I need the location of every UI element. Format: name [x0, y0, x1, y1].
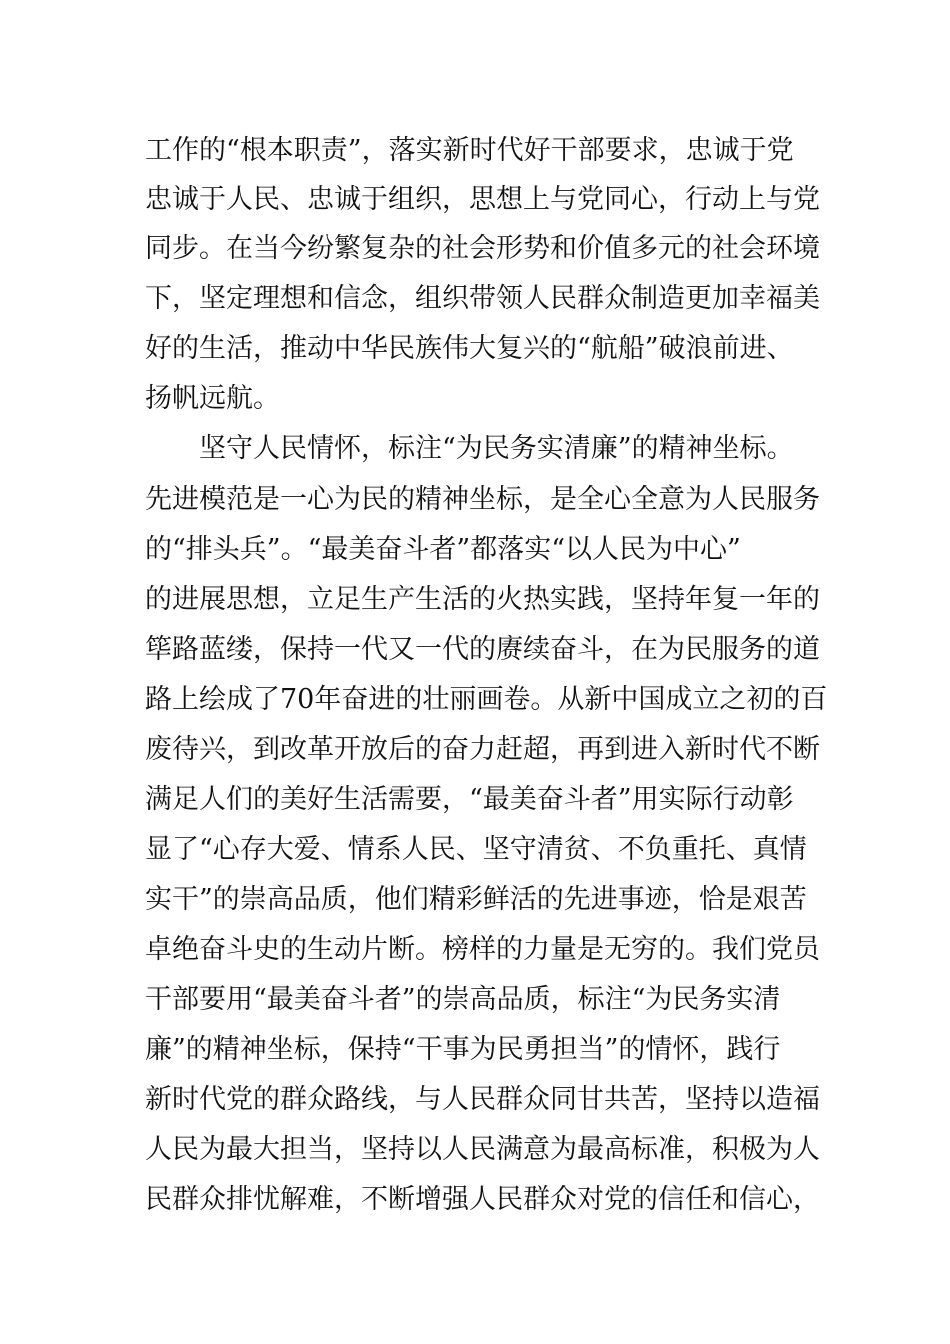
- text-line: 显了“心存大爱、情系人民、坚守清贫、不负重托、真情: [145, 834, 807, 865]
- text-line: 先进模范是一心为民的精神坐标，是全心全意为人民服务: [145, 484, 820, 515]
- text-line-indented: 坚守人民情怀，标注“为民务实清廉”的精神坐标。: [199, 433, 794, 464]
- text-line: 的“排头兵”。“最美奋斗者”都落实“以人民为中心”: [145, 534, 741, 565]
- text-line: 的进展思想，立足生产生活的火热实践，坚持年复一年的: [145, 584, 820, 615]
- text-line: 忠诚于人民、忠诚于组织，思想上与党同心，行动上与党: [145, 184, 820, 215]
- text-line: 卓绝奋斗史的生动片断。榜样的力量是无穷的。我们党员: [145, 934, 820, 965]
- text-line: 廉”的精神坐标，保持“干事为民勇担当”的情怀，践行: [145, 1034, 781, 1065]
- text-line: 满足人们的美好生活需要，“最美奋斗者”用实际行动彰: [145, 784, 794, 815]
- text-line: 干部要用“最美奋斗者”的崇高品质，标注“为民务实清: [145, 984, 781, 1015]
- text-line: 民群众排忧解难，不断增强人民群众对党的信任和信心，: [145, 1184, 820, 1215]
- text-line: 实干”的崇高品质，他们精彩鲜活的先进事迹，恰是艰苦: [145, 884, 807, 915]
- text-line: 路上绘成了70年奋进的壮丽画卷。从新中国成立之初的百: [145, 684, 828, 715]
- text-line: 好的生活，推动中华民族伟大复兴的“航船”破浪前进、: [145, 333, 794, 364]
- text-line: 筚路蓝缕，保持一代又一代的赓续奋斗，在为民服务的道: [145, 634, 820, 665]
- text-line: 人民为最大担当，坚持以人民满意为最高标准，积极为人: [145, 1134, 820, 1165]
- text-line: 废待兴，到改革开放后的奋力赶超，再到进入新时代不断: [145, 734, 820, 765]
- text-line: 下，坚定理想和信念，组织带领人民群众制造更加幸福美: [145, 283, 820, 314]
- text-line: 扬帆远航。: [145, 383, 280, 414]
- text-line: 工作的“根本职责”，落实新时代好干部要求，忠诚于党: [145, 135, 794, 166]
- text-line: 新时代党的群众路线，与人民群众同甘共苦，坚持以造福: [145, 1084, 820, 1115]
- text-line: 同步。在当今纷繁复杂的社会形势和价值多元的社会环境: [145, 233, 820, 264]
